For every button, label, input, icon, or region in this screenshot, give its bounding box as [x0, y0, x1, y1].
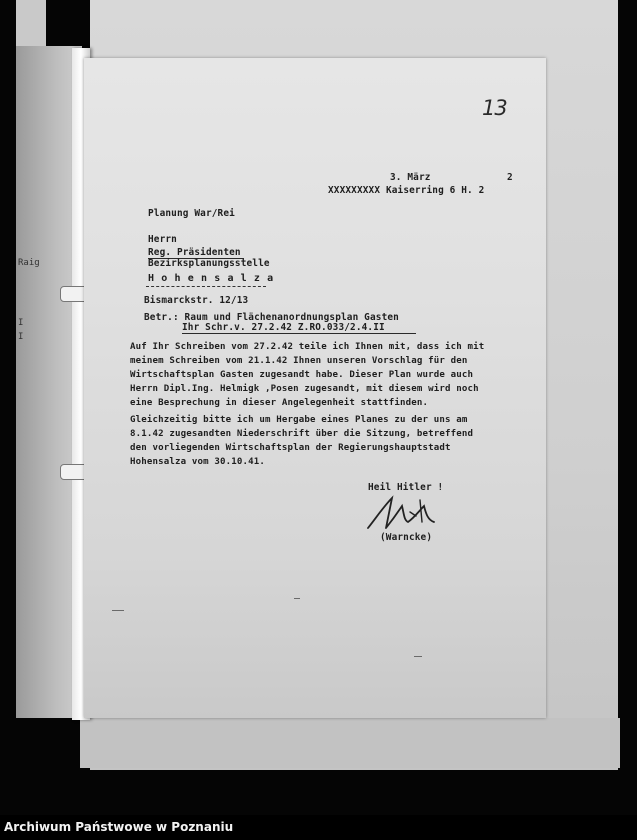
closing-greeting: Heil Hitler ! [368, 482, 444, 493]
subject-underline [182, 333, 416, 334]
subject-reference: Ihr Schr.v. 27.2.42 Z.RO.033/2.4.II [182, 322, 385, 333]
letter-date: 3. März [390, 172, 431, 183]
body-line: den vorliegenden Wirtschaftsplan der Regierungshauptstadt [130, 443, 451, 453]
paper-speck [112, 610, 124, 611]
body-line: Auf Ihr Schreiben vom 27.2.42 teile ich Ihnen mit, dass ich mit [130, 342, 485, 352]
recipient-office: Bezirksplanungsstelle [148, 258, 270, 269]
subject-line: Betr.: Raum und Flächenanordnungsplan Gasten [144, 312, 399, 323]
body-line: Wirtschaftsplan Gasten zugesandt habe. Dieser Plan wurde auch [130, 370, 474, 380]
recipient-title: Reg. Präsidenten [148, 247, 241, 258]
handwritten-signature [364, 492, 444, 536]
letter-date-suffix: 2 [507, 172, 513, 183]
body-line: Herrn Dipl.Ing. Helmigk ,Posen zugesandt, mit diesem wird noch [130, 384, 479, 394]
paper-speck [294, 598, 300, 599]
letter-page [84, 58, 546, 718]
edge-mark: Raig [18, 258, 40, 268]
body-line: Gleichzeitig bitte ich um Hergabe eines Planes zu der uns am [130, 415, 468, 425]
edge-mark: I [18, 318, 24, 328]
body-line: Hohensalza vom 30.10.41. [130, 457, 265, 467]
file-reference: Planung War/Rei [148, 208, 235, 219]
body-line: 8.1.42 zugesandten Niederschrift über die Sitzung, betreffend [130, 429, 474, 439]
bottom-strip [80, 718, 620, 768]
folio-number: 13 [482, 96, 507, 120]
sender-address: XXXXXXXXX Kaiserring 6 H. 2 [328, 185, 485, 196]
signatory-name: (Warncke) [380, 532, 433, 543]
edge-mark: I [18, 332, 24, 342]
archive-footer [0, 815, 637, 840]
paper-speck [414, 656, 422, 657]
archive-name: Archiwum Państwowe w Poznaniu [4, 820, 234, 834]
dashed-underline [146, 286, 266, 288]
recipient-street: Bismarckstr. 12/13 [144, 295, 249, 306]
left-strip [16, 0, 46, 46]
body-line: meinem Schreiben vom 21.1.42 Ihnen unseren Vorschlag für den [130, 356, 468, 366]
body-line: eine Besprechung in dieser Angelegenheit stattfinden. [130, 398, 429, 408]
recipient-city: H o h e n s a l z a [148, 273, 274, 284]
recipient-salutation: Herrn [148, 234, 177, 245]
